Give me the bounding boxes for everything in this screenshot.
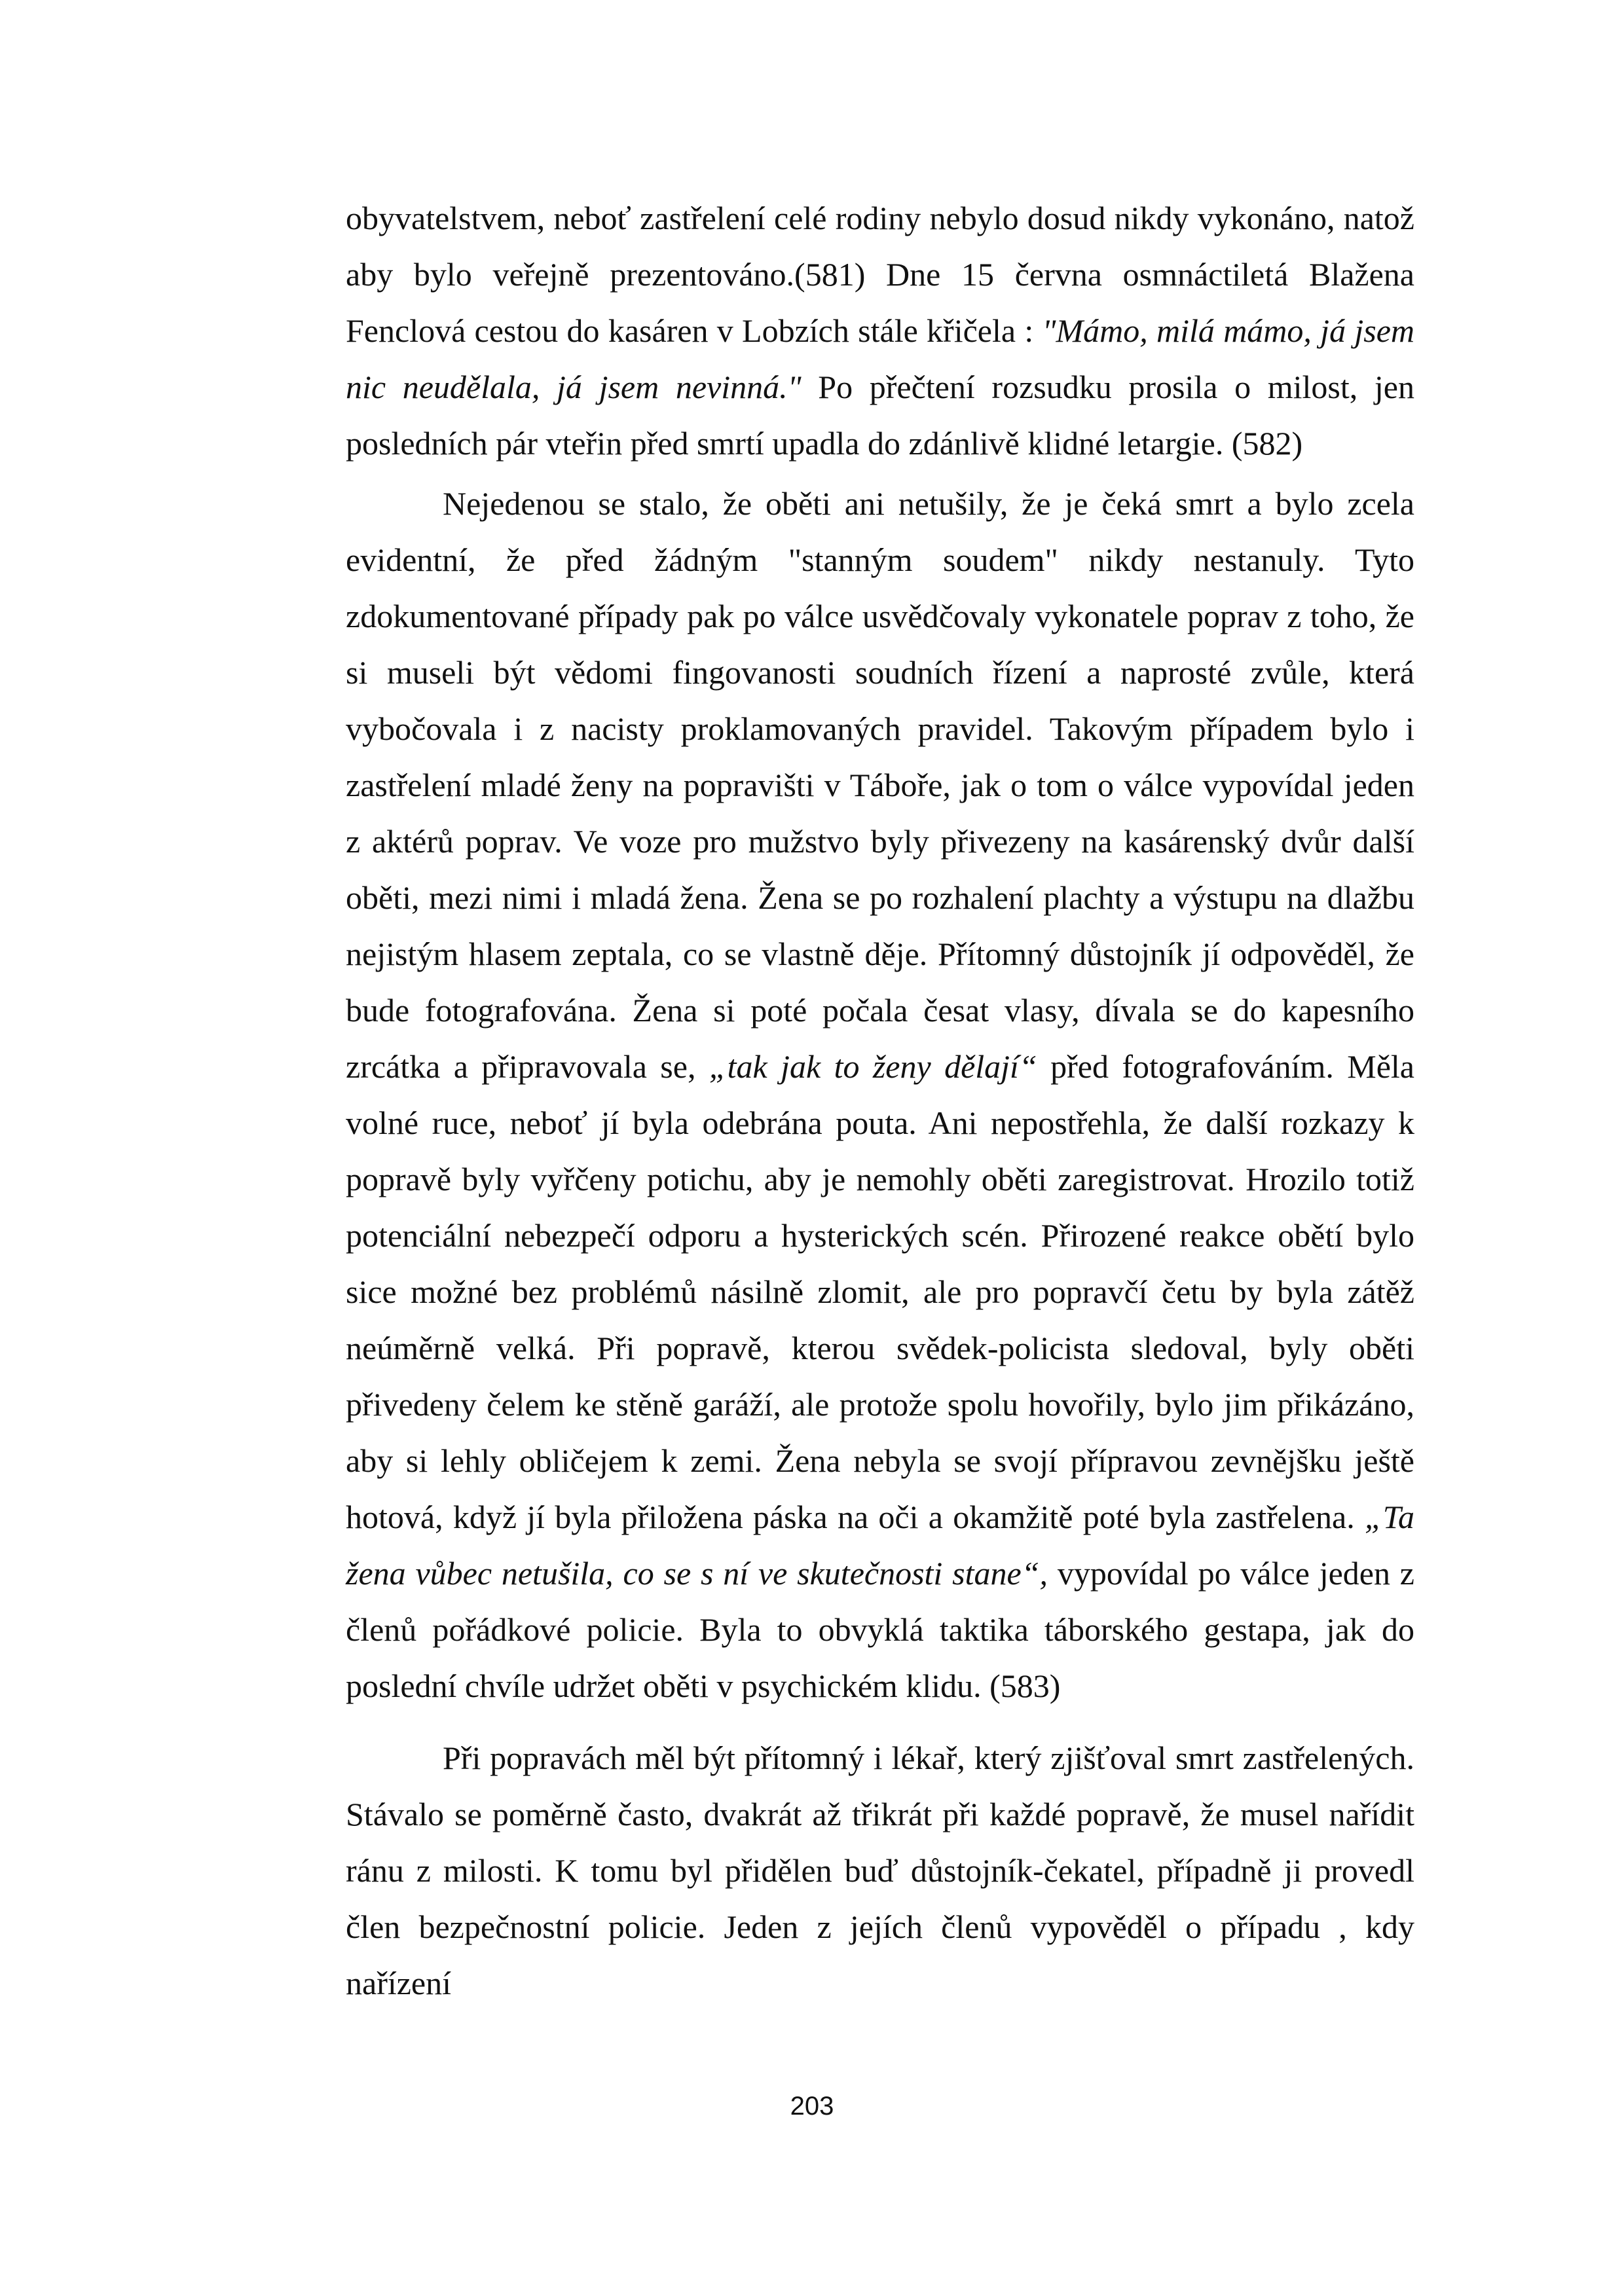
quote-blazena: "Mámo, milá mámo, já jsem nic neudělala, já jsem nevinná."	[346, 312, 1414, 405]
body-text	[346, 190, 1414, 2011]
page-number: 203	[790, 2092, 834, 2121]
paragraph-1	[346, 190, 1414, 471]
paragraph-3-text-1: Při popravách měl být přítomný i lékař, který zjišťoval smrt zastřelených. Stávalo se poměrně často, dvakrát až třikrát při každé popravě, že musel nařídit ránu z milosti. K tomu byl přidělen buď důstojník-čekatel, případně ji provedl člen bezpečnostní policie. Jeden z jejích členů vypověděl o případu , kdy nařízení	[346, 1740, 1414, 2001]
paragraph-1-text-2: Po přečtení rozsudku prosila o milost, jen posledních pár vteřin před smrtí upadla do zdánlivě klidné letargie. (582)	[346, 369, 1414, 462]
paragraph-3	[346, 1730, 1414, 2011]
quote-zeny: „tak jak to ženy dělají“	[709, 1048, 1037, 1085]
paragraph-2-text-3: vypovídal po válce jeden z členů pořádkové policie. Byla to obvyklá taktika táborského gestapa, jak do poslední chvíle udržet oběti v psychickém klidu. (583)	[346, 1555, 1414, 1704]
paragraph-2-text-2: před fotografováním. Měla volné ruce, neboť jí byla odebrána pouta. Ani nepostřehla, že další rozkazy k popravě byly vyřčeny potichu, aby je nemohly oběti zaregistrovat. Hrozilo totiž potenciální nebezpečí odporu a hysterických scén. Přirozené reakce obětí bylo sice možné bez problémů násilně zlomit, ale pro popravčí četu by byla zátěž neúměrně velká. Při popravě, kterou svědek-policista sledoval, byly oběti přivedeny čelem ke stěně garáží, ale protože spolu hovořily, bylo jim přikázáno, aby si lehly obličejem k zemi. Žena nebyla se svojí přípravou zevnějšku ještě hotová, když jí byla přiložena páska na oči a okamžitě poté byla zastřelena.	[346, 1048, 1414, 1535]
paragraph-2-text-1: Nejedenou se stalo, že oběti ani netušily, že je čeká smrt a bylo zcela evidentní, že před žádným "stanným soudem" nikdy nestanuly. Tyto zdokumentované případy pak po válce usvědčovaly vykonatele poprav z toho, že si museli být vědomi fingovanosti soudních řízení a naprosté zvůle, která vybočovala i z nacisty proklamovaných pravidel. Takovým případem bylo i zastřelení mladé ženy na popravišti v Táboře, jak o tom o válce vypovídal jeden z aktérů poprav. Ve voze pro mužstvo byly přivezeny na kasárenský dvůr další oběti, mezi nimi i mladá žena. Žena se po rozhalení plachty a výstupu na dlažbu nejistým hlasem zeptala, co se vlastně děje. Přítomný důstojník jí odpověděl, že bude fotografována. Žena si poté počala česat vlasy, dívala se do kapesního zrcátka a připravovala se,	[346, 485, 1414, 1085]
paragraph-2	[346, 475, 1414, 1714]
quote-zena-netusila: „Ta žena vůbec netušila, co se s ní ve skutečnosti stane“,	[346, 1499, 1414, 1592]
paragraph-1-text-1: obyvatelstvem, neboť zastřelení celé rodiny nebylo dosud nikdy vykonáno, natož aby bylo veřejně prezentováno.(581) Dne 15 června osmnáctiletá Blažena Fenclová cestou do kasáren v Lobzích stále křičela :	[346, 200, 1414, 349]
